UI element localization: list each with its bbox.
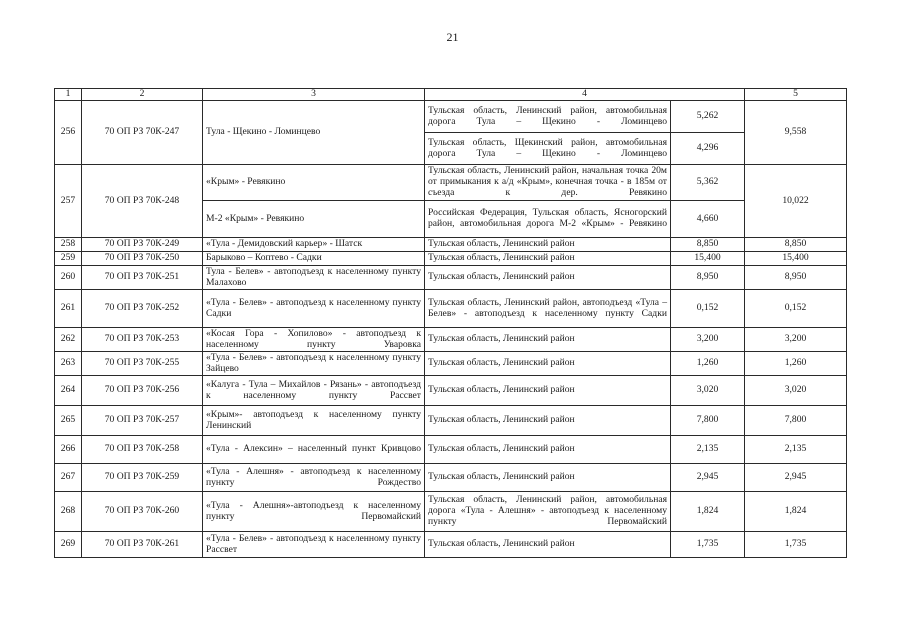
table-row bbox=[55, 352, 847, 376]
total-length: 2,945 bbox=[745, 464, 847, 492]
road-name: Тула - Щекино - Ломинцево bbox=[203, 101, 425, 165]
header-cell: 2 bbox=[82, 89, 203, 101]
road-name: «Тула - Алешня» - автоподъезд к населенному пункту Рождество bbox=[203, 464, 425, 492]
road-id: 70 ОП РЗ 70К-259 bbox=[82, 464, 203, 492]
road-id: 70 ОП РЗ 70К-257 bbox=[82, 406, 203, 436]
segment-length: 3,020 bbox=[671, 376, 745, 406]
table-row bbox=[55, 376, 847, 406]
road-location: Тульская область, Ленинский район bbox=[425, 436, 671, 464]
total-length: 8,950 bbox=[745, 266, 847, 290]
segment-length: 5,262 bbox=[671, 101, 745, 133]
row-number: 267 bbox=[55, 464, 82, 492]
table-row bbox=[55, 252, 847, 266]
road-location: Тульская область, Ленинский район, автоподъезд «Тула – Белев» - автоподъезд к населенному пункту Садки bbox=[425, 290, 671, 328]
road-name: «Калуга - Тула – Михайлов - Рязань» - автоподъезд к населенному пункту Рассвет bbox=[203, 376, 425, 406]
table-row bbox=[55, 328, 847, 352]
segment-length: 1,735 bbox=[671, 532, 745, 558]
total-length: 3,020 bbox=[745, 376, 847, 406]
header-cell: 3 bbox=[203, 89, 425, 101]
total-length: 1,260 bbox=[745, 352, 847, 376]
road-location: Тульская область, Ленинский район bbox=[425, 352, 671, 376]
table-row bbox=[55, 101, 847, 133]
road-location: Тульская область, Ленинский район bbox=[425, 266, 671, 290]
road-name: «Тула - Демидовский карьер» - Шатск bbox=[203, 238, 425, 252]
segment-length: 15,400 bbox=[671, 252, 745, 266]
table-row bbox=[55, 436, 847, 464]
table-row bbox=[55, 406, 847, 436]
table-header-row bbox=[55, 89, 847, 101]
road-name: «Тула - Белев» - автоподъезд к населенному пункту Зайцево bbox=[203, 352, 425, 376]
total-length: 15,400 bbox=[745, 252, 847, 266]
segment-length: 1,260 bbox=[671, 352, 745, 376]
segment-length: 1,824 bbox=[671, 492, 745, 532]
road-id: 70 ОП РЗ 70К-248 bbox=[82, 165, 203, 238]
road-location: Тульская область, Ленинский район, начальная точка 20м от примыкания к а/д «Крым», конечная точка - в 185м от съезда к дер. Ревякино bbox=[425, 165, 671, 201]
road-location: Тульская область, Щекинский район, автомобильная дорога Тула – Щекино - Ломинцево bbox=[425, 133, 671, 165]
road-location: Тульская область, Ленинский район bbox=[425, 532, 671, 558]
total-length: 2,135 bbox=[745, 436, 847, 464]
table-row bbox=[55, 238, 847, 252]
row-number: 268 bbox=[55, 492, 82, 532]
segment-length: 5,362 bbox=[671, 165, 745, 201]
road-id: 70 ОП РЗ 70К-253 bbox=[82, 328, 203, 352]
row-number: 259 bbox=[55, 252, 82, 266]
road-name: «Тула - Белев» - автоподъезд к населенному пункту Садки bbox=[203, 290, 425, 328]
total-length: 0,152 bbox=[745, 290, 847, 328]
road-name: «Косая Гора - Хопилово» - автоподъезд к населенному пункту Уваровка bbox=[203, 328, 425, 352]
row-number: 264 bbox=[55, 376, 82, 406]
row-number: 266 bbox=[55, 436, 82, 464]
row-number: 258 bbox=[55, 238, 82, 252]
road-id: 70 ОП РЗ 70К-249 bbox=[82, 238, 203, 252]
row-number: 262 bbox=[55, 328, 82, 352]
road-id: 70 ОП РЗ 70К-255 bbox=[82, 352, 203, 376]
segment-length: 8,850 bbox=[671, 238, 745, 252]
segment-length: 3,200 bbox=[671, 328, 745, 352]
total-length: 7,800 bbox=[745, 406, 847, 436]
row-number: 260 bbox=[55, 266, 82, 290]
total-length: 1,735 bbox=[745, 532, 847, 558]
table-row bbox=[55, 266, 847, 290]
road-name: «Крым» - Ревякино bbox=[203, 165, 425, 201]
table-row bbox=[55, 532, 847, 558]
road-id: 70 ОП РЗ 70К-251 bbox=[82, 266, 203, 290]
segment-length: 2,135 bbox=[671, 436, 745, 464]
total-length: 10,022 bbox=[745, 165, 847, 238]
header-cell: 4 bbox=[425, 89, 745, 101]
segment-length: 2,945 bbox=[671, 464, 745, 492]
road-name: «Тула - Белев» - автоподъезд к населенному пункту Рассвет bbox=[203, 532, 425, 558]
segment-length: 7,800 bbox=[671, 406, 745, 436]
road-location: Тульская область, Ленинский район bbox=[425, 328, 671, 352]
road-location: Тульская область, Ленинский район, автомобильная дорога Тула – Щекино - Ломинцево bbox=[425, 101, 671, 133]
road-id: 70 ОП РЗ 70К-258 bbox=[82, 436, 203, 464]
road-location: Тульская область, Ленинский район, автомобильная дорога «Тула - Алешня» - автоподъезд к населенному пункту Первомайский bbox=[425, 492, 671, 532]
row-number: 257 bbox=[55, 165, 82, 238]
total-length: 8,850 bbox=[745, 238, 847, 252]
road-name: «Крым»- автоподъезд к населенному пункту Ленинский bbox=[203, 406, 425, 436]
road-location: Тульская область, Ленинский район bbox=[425, 238, 671, 252]
row-number: 263 bbox=[55, 352, 82, 376]
road-id: 70 ОП РЗ 70К-250 bbox=[82, 252, 203, 266]
total-length: 9,558 bbox=[745, 101, 847, 165]
road-id: 70 ОП РЗ 70К-256 bbox=[82, 376, 203, 406]
road-location: Тульская область, Ленинский район bbox=[425, 406, 671, 436]
row-number: 265 bbox=[55, 406, 82, 436]
road-location: Тульская область, Ленинский район bbox=[425, 252, 671, 266]
table-row bbox=[55, 492, 847, 532]
table-row bbox=[55, 165, 847, 201]
header-cell: 1 bbox=[55, 89, 82, 101]
row-number: 269 bbox=[55, 532, 82, 558]
road-name: Барыково – Коптево - Садки bbox=[203, 252, 425, 266]
segment-length: 4,660 bbox=[671, 201, 745, 238]
road-id: 70 ОП РЗ 70К-252 bbox=[82, 290, 203, 328]
row-number: 256 bbox=[55, 101, 82, 165]
row-number: 261 bbox=[55, 290, 82, 328]
road-id: 70 ОП РЗ 70К-247 bbox=[82, 101, 203, 165]
table-row bbox=[55, 290, 847, 328]
road-name: «Тула - Алексин» – населенный пункт Кривцово bbox=[203, 436, 425, 464]
total-length: 3,200 bbox=[745, 328, 847, 352]
total-length: 1,824 bbox=[745, 492, 847, 532]
road-name: М-2 «Крым» - Ревякино bbox=[203, 201, 425, 238]
segment-length: 0,152 bbox=[671, 290, 745, 328]
table-row bbox=[55, 464, 847, 492]
road-name: «Тула - Алешня»-автоподъезд к населенному пункту Первомайский bbox=[203, 492, 425, 532]
road-id: 70 ОП РЗ 70К-260 bbox=[82, 492, 203, 532]
road-location: Российская Федерация, Тульская область, Ясногорский район, автомобильная дорога М-2 «Крым» - Ревякино bbox=[425, 201, 671, 238]
segment-length: 4,296 bbox=[671, 133, 745, 165]
road-id: 70 ОП РЗ 70К-261 bbox=[82, 532, 203, 558]
page-number: 21 bbox=[446, 30, 459, 44]
roads-table bbox=[54, 88, 847, 558]
road-location: Тульская область, Ленинский район bbox=[425, 464, 671, 492]
road-location: Тульская область, Ленинский район bbox=[425, 376, 671, 406]
header-cell: 5 bbox=[745, 89, 847, 101]
segment-length: 8,950 bbox=[671, 266, 745, 290]
road-name: Тула - Белев» - автоподъезд к населенному пункту Малахово bbox=[203, 266, 425, 290]
